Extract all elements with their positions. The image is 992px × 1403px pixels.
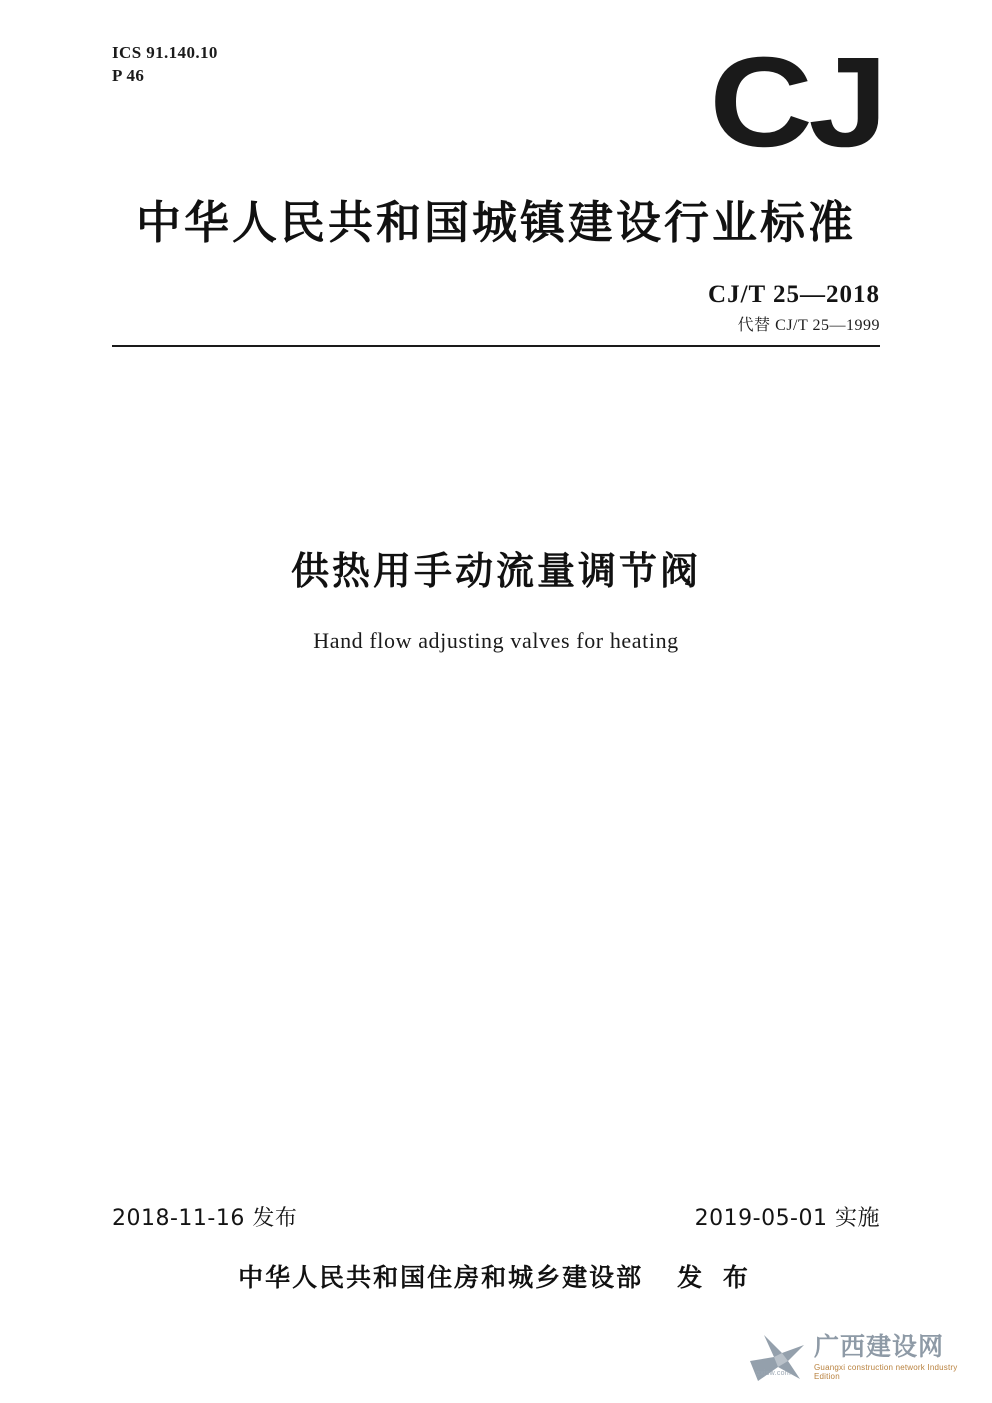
title-english: Hand flow adjusting valves for heating bbox=[313, 628, 679, 653]
authority-title: 中华人民共和国城镇建设行业标准 bbox=[135, 196, 856, 249]
star-icon bbox=[748, 1331, 806, 1383]
publisher-verb: 发 布 bbox=[677, 1263, 754, 1292]
issue-date: 2018-11-16 发布 bbox=[112, 1206, 298, 1231]
horizontal-rule bbox=[112, 345, 880, 347]
publisher-line bbox=[0, 1258, 992, 1294]
watermark-english: Guangxi construction network Industry Edition bbox=[814, 1363, 958, 1382]
watermark-chinese: 广西建设网 bbox=[814, 1331, 945, 1361]
classification-code: P 46 bbox=[112, 65, 145, 85]
implementation-date: 2019-05-01 实施 bbox=[694, 1206, 880, 1231]
watermark bbox=[748, 1325, 978, 1389]
watermark-text bbox=[814, 1333, 978, 1382]
ics-number: ICS 91.140.10 bbox=[112, 43, 218, 62]
standard-replaces: 代替 CJ/T 25—1999 bbox=[737, 317, 880, 334]
watermark-sub: gxjsw.com bbox=[756, 1370, 791, 1377]
title-chinese: 供热用手动流量调节阀 bbox=[290, 549, 701, 593]
cj-logo: CJ bbox=[709, 31, 884, 174]
publisher-organization: 中华人民共和国住房和城乡建设部 bbox=[238, 1263, 644, 1292]
standard-number: CJ/T 25—2018 bbox=[708, 281, 880, 308]
ics-block bbox=[112, 42, 218, 88]
